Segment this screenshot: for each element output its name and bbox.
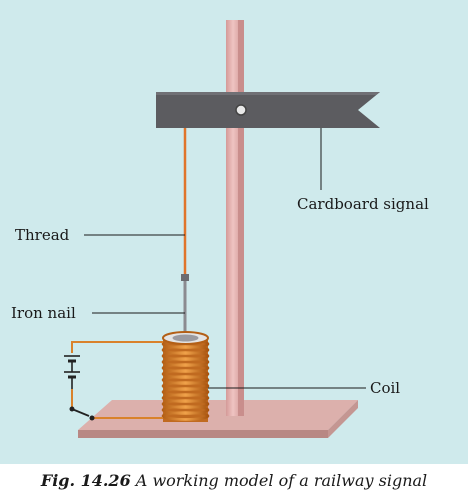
figure-number: Fig. 14.26 [40,471,131,490]
thread-knot [181,274,189,281]
thread-label: Thread [15,226,70,244]
cardboard-signal-arm [156,92,380,128]
cardboard-signal-label: Cardboard signal [297,195,429,213]
coil [163,332,208,422]
pivot-pin [236,105,246,115]
signal-post [226,20,244,416]
coil-label: Coil [370,379,401,397]
figure-caption [0,464,468,500]
caption-text: A working model of a railway signal [135,471,428,490]
iron-nail-label: Iron nail [11,304,76,322]
